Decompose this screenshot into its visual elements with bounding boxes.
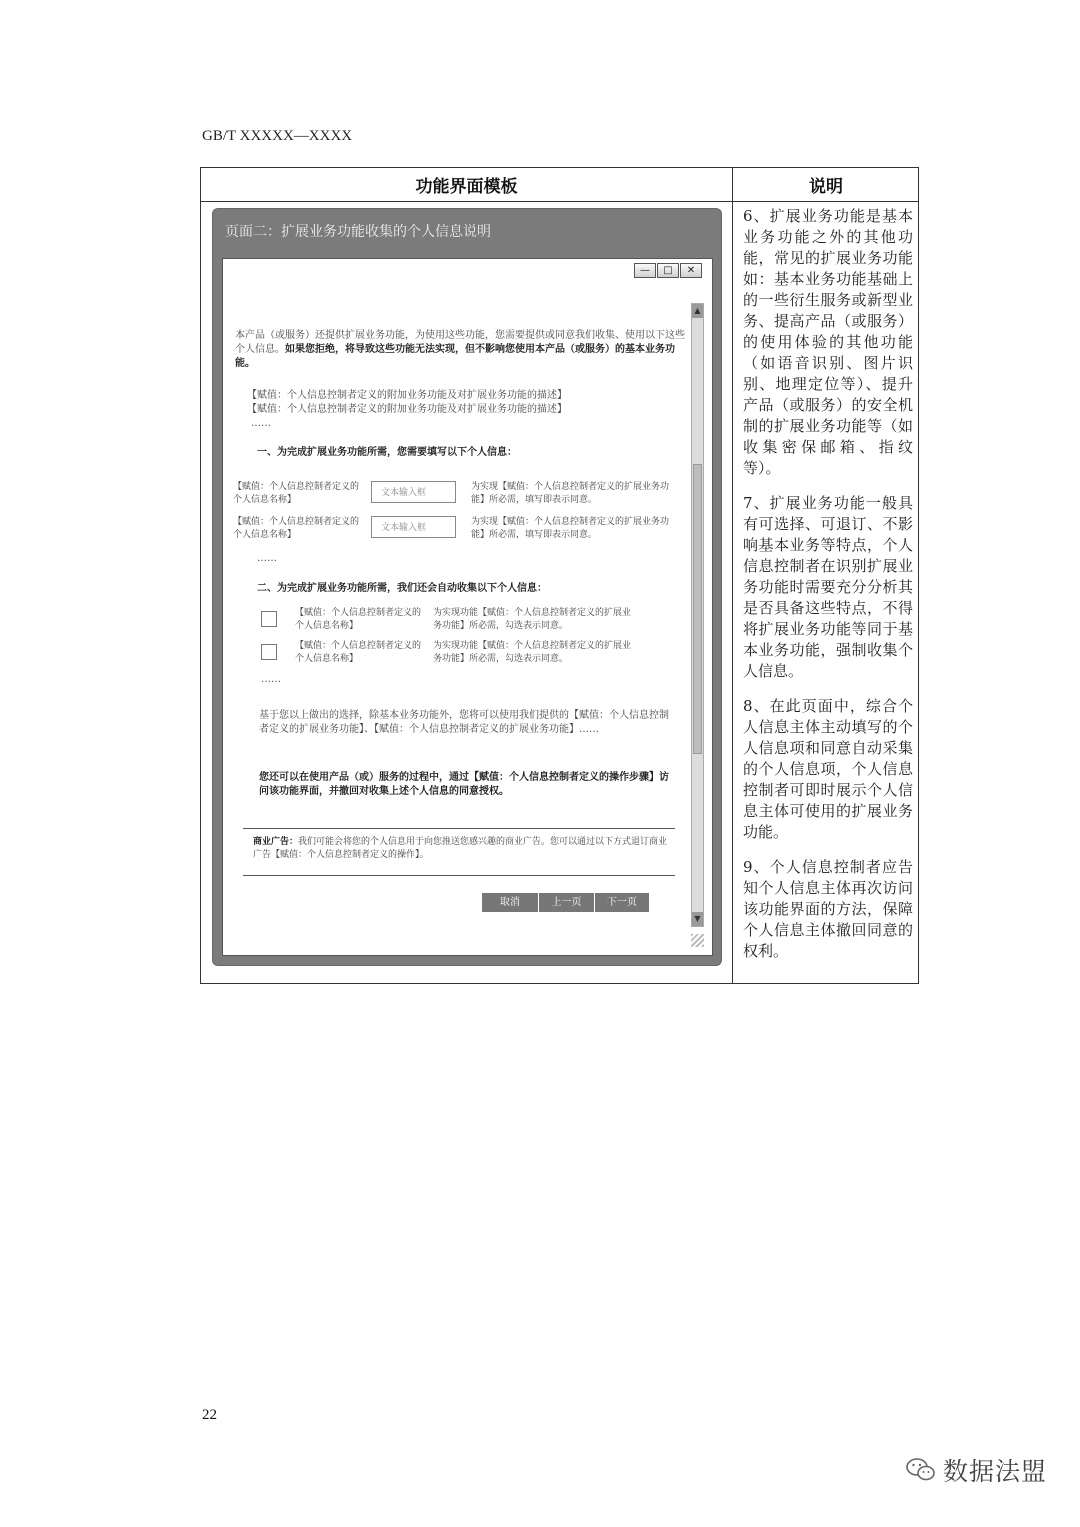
summary-paragraph: 基于您以上做出的选择，除基本业务功能外，您将可以使用我们提供的【赋值：个人信息控制者定义的扩展业务功能】、【赋值：个人信息控制者定义的扩展业务功能】…… bbox=[259, 710, 669, 735]
maximize-button[interactable]: □ bbox=[657, 263, 679, 278]
ellipsis-2: …… bbox=[257, 553, 277, 564]
ad-paragraph bbox=[253, 836, 673, 862]
watermark bbox=[905, 1452, 1047, 1488]
section1-row2-label: 【赋值：个人信息控制者定义的个人信息名称】 bbox=[233, 517, 360, 540]
template-table bbox=[200, 167, 919, 984]
right-column-header: 说明 bbox=[809, 177, 843, 197]
section2-heading: 二、为完成扩展业务功能所需，我们还会自动收集以下个人信息： bbox=[257, 583, 547, 594]
section2-row2-desc: 为实现功能【赋值：个人信息控制者定义的扩展业务功能】所必需，勾选表示同意。 bbox=[433, 641, 632, 664]
ellipsis-3: …… bbox=[261, 674, 281, 685]
section2-row2-label: 【赋值：个人信息控制者定义的个人信息名称】 bbox=[295, 641, 422, 664]
section2-row1-desc: 为实现功能【赋值：个人信息控制者定义的扩展业务功能】所必需，勾选表示同意。 bbox=[433, 608, 632, 631]
next-page-button[interactable]: 下一页 bbox=[595, 893, 649, 912]
section1-row1-label: 【赋值：个人信息控制者定义的个人信息名称】 bbox=[233, 482, 360, 505]
divider-bottom bbox=[243, 875, 675, 876]
note-8: 8、在此页面中，综合个人信息主体主动填写的个人信息项和同意自动采集的个人信息项，个人信息控制者可即时展示个人信息主体可使用的扩展业务功能。 bbox=[743, 697, 913, 841]
section1-row1-desc: 为实现【赋值：个人信息控制者定义的扩展业务功能】所必需，填写即表示同意。 bbox=[471, 482, 670, 505]
notes-column bbox=[743, 206, 913, 976]
note-7: 7、扩展业务功能一般具有可选择、可退订、不影响基本业务等特点，个人信息控制者在识别扩展业务功能时需要充分分析其是否具备这些特点，不得将扩展业务功能等同于基本业务功能，强制收集个人信息。 bbox=[743, 494, 913, 680]
mockup-title: 页面二：扩展业务功能收集的个人信息说明 bbox=[225, 224, 491, 240]
header-divider bbox=[201, 201, 918, 202]
close-button[interactable]: ✕ bbox=[680, 263, 702, 278]
section2-row2-checkbox[interactable] bbox=[261, 644, 277, 660]
mockup-content bbox=[223, 259, 712, 955]
mockup-frame bbox=[213, 209, 721, 965]
ad-label: 商业广告： bbox=[253, 837, 299, 847]
divider-top bbox=[243, 828, 675, 829]
intro-bold: 如果您拒绝，将导致这些功能无法实现，但不影响您使用本产品（或服务）的基本业务功能。 bbox=[235, 344, 675, 369]
note-9: 9、个人信息控制者应告知个人信息主体再次访问该功能界面的方法，保障个人信息主体撤回同意的权利。 bbox=[743, 858, 913, 960]
ad-text: 我们可能会将您的个人信息用于向您推送您感兴趣的商业广告。您可以通过以下方式退订商业广告【赋值：个人信息控制者定义的操作】。 bbox=[253, 837, 668, 860]
page-number: 22 bbox=[202, 1407, 217, 1423]
section2-row1-checkbox[interactable] bbox=[261, 611, 277, 627]
watermark-text: 数据法盟 bbox=[943, 1457, 1048, 1486]
minimize-button[interactable]: — bbox=[634, 263, 656, 278]
wechat-icon bbox=[905, 1456, 937, 1484]
intro-paragraph bbox=[235, 329, 685, 371]
section1-row2-input[interactable]: 文本输入框 bbox=[371, 516, 456, 538]
left-column-header: 功能界面模板 bbox=[415, 177, 518, 197]
section1-row1-input[interactable]: 文本输入框 bbox=[371, 481, 456, 503]
cancel-button[interactable]: 取消 bbox=[482, 893, 538, 912]
standard-code: GB/T XXXXX—XXXX bbox=[202, 128, 353, 144]
assign-line-2: 【赋值：个人信息控制者定义的附加业务功能及对扩展业务功能的描述】 bbox=[247, 404, 567, 415]
section1-row2-desc: 为实现【赋值：个人信息控制者定义的扩展业务功能】所必需，填写即表示同意。 bbox=[471, 517, 670, 540]
scroll-up-icon[interactable]: ▲ bbox=[692, 304, 703, 318]
intro-normal: 本产品（或服务）还提供扩展业务功能，为使用这些功能，您需要提供或同意我们收集、使用以下这些个人信息。 bbox=[235, 330, 685, 355]
section1-heading: 一、为完成扩展业务功能所需，您需要填写以下个人信息： bbox=[257, 447, 517, 458]
scroll-down-icon[interactable]: ▼ bbox=[692, 912, 703, 926]
ellipsis-1: …… bbox=[251, 418, 271, 429]
note-6: 6、扩展业务功能是基本业务功能之外的其他功能，常见的扩展业务功能如：基本业务功能基础上的一些衍生服务或新型业务、提高产品（或服务）的使用体验的其他功能（如语音识别、图片识别、地理定位等）、提升产品（或服务）的安全机制的扩展业务功能等（如收集密保邮箱、指纹等）。 bbox=[743, 207, 913, 477]
revisit-paragraph: 您还可以在使用产品（或）服务的过程中，通过【赋值：个人信息控制者定义的操作步骤】访问该功能界面，并撤回对收集上述个人信息的同意授权。 bbox=[259, 772, 669, 797]
mockup-window bbox=[222, 258, 713, 956]
column-divider bbox=[732, 168, 733, 983]
section2-row1-label: 【赋值：个人信息控制者定义的个人信息名称】 bbox=[295, 608, 422, 631]
assign-line-1: 【赋值：个人信息控制者定义的附加业务功能及对扩展业务功能的描述】 bbox=[247, 390, 567, 401]
prev-page-button[interactable]: 上一页 bbox=[539, 893, 594, 912]
